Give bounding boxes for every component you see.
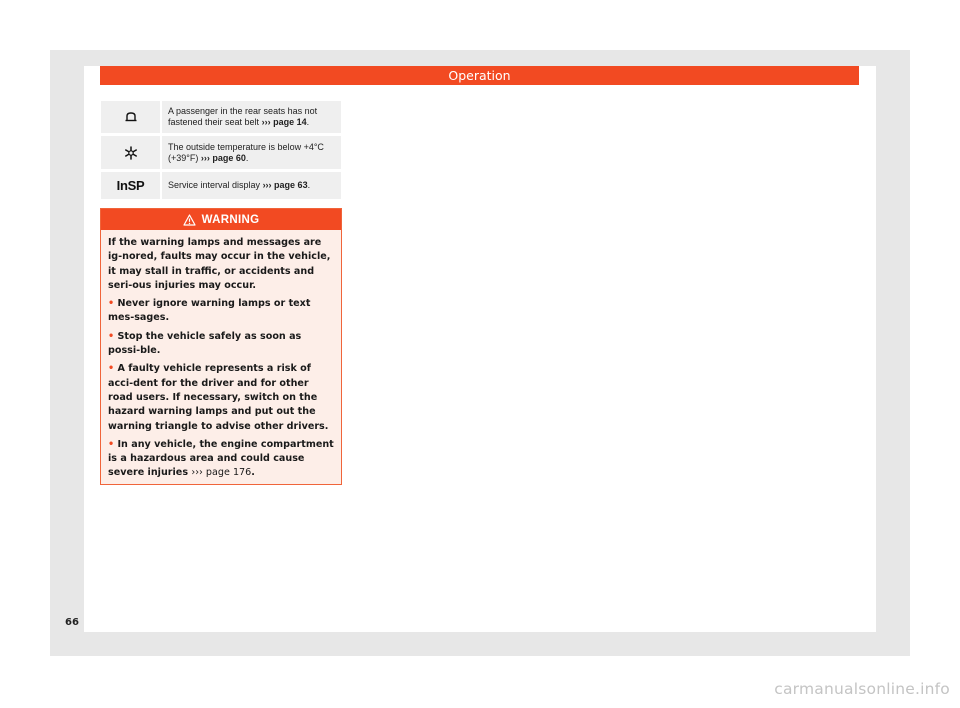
symbol-table: [101, 101, 341, 202]
symbol-description: [162, 101, 341, 133]
bullet-text: Never ignore warning lamps or text mes-sages.: [108, 298, 311, 324]
warning-box: [100, 208, 342, 485]
warning-header: [101, 209, 341, 230]
bullet-icon: •: [108, 438, 115, 450]
symbol-row: [101, 136, 341, 169]
warning-body: [101, 230, 341, 481]
bullet-icon: •: [108, 363, 115, 375]
service-interval-icon: [101, 172, 160, 199]
description-text: A passenger in the rear seats has not fastened their seat belt: [168, 106, 318, 127]
bullet-text: In any vehicle, the engine compartment is a hazardous area and could cause severe injuries: [108, 438, 334, 479]
warning-bullet: [108, 297, 334, 326]
snowflake-icon: [101, 136, 160, 169]
description-text: The outside temperature is below +4°C (+39°F): [168, 141, 324, 163]
watermark: carmanualsonline.info: [774, 680, 950, 698]
insp-label: InSP: [116, 178, 145, 193]
symbol-description: [162, 136, 341, 169]
symbol-row: [101, 101, 341, 133]
description-text: Service interval display: [168, 180, 261, 190]
warning-triangle-icon: [183, 214, 196, 226]
bullet-icon: •: [108, 330, 115, 342]
symbol-description: [162, 172, 341, 199]
sentence-end: .: [307, 180, 311, 190]
page-reference[interactable]: ››› page 63: [262, 180, 308, 190]
page-reference[interactable]: ››› page 176: [191, 467, 252, 479]
bullet-text: A faulty vehicle represents a risk of acci-dent for the driver and for other road users. If necessary, switch on the hazard warning lamps and put out the warning triangle to advise other drivers.: [108, 363, 329, 432]
sentence-end: .: [251, 467, 255, 479]
warning-intro: If the warning lamps and messages are ig-nored, faults may occur in the vehicle, it may stall in traffic, or accidents and seri-ous injuries may occur.: [108, 237, 331, 291]
bullet-icon: •: [108, 298, 115, 310]
page-reference[interactable]: ››› page 14: [261, 117, 307, 127]
sentence-end: .: [306, 117, 310, 127]
bullet-text: Stop the vehicle safely as soon as possi-ble.: [108, 330, 302, 357]
seat-belt-rear-icon: [101, 101, 160, 133]
page-number: 66: [65, 617, 79, 628]
warning-bullet: [108, 330, 334, 359]
warning-bullet: [108, 438, 334, 481]
sentence-end: .: [245, 152, 249, 163]
symbol-row: [101, 172, 341, 199]
section-header: Operation: [100, 66, 859, 85]
warning-bullet: [108, 362, 334, 433]
warning-title: WARNING: [201, 213, 260, 226]
page-reference[interactable]: ››› page 60: [200, 152, 246, 163]
